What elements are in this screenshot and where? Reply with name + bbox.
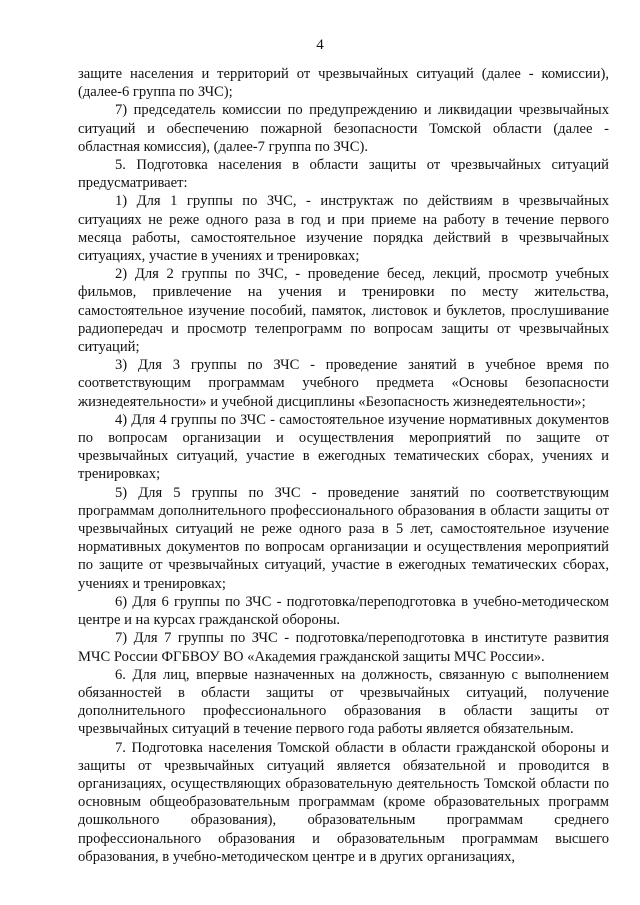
- paragraph-group-7: 7) Для 7 группы по ЗЧС - подготовка/переподготовка в институте развития МЧС России ФГБВОУ ВО «Академия гражданской защиты МЧС России».: [78, 630, 609, 665]
- paragraph-continuation: защите населения и территорий от чрезвычайных ситуаций (далее - комиссии), (далее-6 группа по ЗЧС);: [78, 66, 609, 101]
- page-number: 4: [316, 37, 324, 53]
- paragraph-group-6: 6) Для 6 группы по ЗЧС - подготовка/переподготовка в учебно-методическом центре и на курсах гражданской обороны.: [78, 593, 609, 629]
- paragraph-item-7-regional-commission: 7) председатель комиссии по предупреждению и ликвидации чрезвычайных ситуаций и обеспечению пожарной безопасности Томской области (далее - областная комиссия), (далее-7 группа по ЗЧС).: [78, 102, 609, 155]
- paragraph-section-5: 5. Подготовка населения в области защиты от чрезвычайных ситуаций предусматривает:: [78, 157, 609, 192]
- paragraph-group-1: 1) Для 1 группы по ЗЧС, - инструктаж по действиям в чрезвычайных ситуациях не реже одного раза в год и при приеме на работу в течение первого месяца работы, самостоятельное изучение порядка действий в чрезвычайных ситуациях, участие в учениях и тренировках;: [78, 193, 609, 265]
- paragraph-group-4: 4) Для 4 группы по ЗЧС - самостоятельное изучение нормативных документов по вопросам организации и осуществления мероприятий по защите от чрезвычайных ситуаций, участие в ежегодных тематических сборах, учениях и тренировках;: [78, 411, 609, 483]
- document-body: [78, 65, 609, 866]
- paragraph-section-6: 6. Для лиц, впервые назначенных на должность, связанную с выполнением обязанностей в области защиты от чрезвычайных ситуаций, получение дополнительного профессионального образования в области защиты от чрезвычайных ситуаций в течение первого года работы является обязательным.: [78, 666, 609, 738]
- paragraph-section-7: 7. Подготовка населения Томской области в области гражданской обороны и защиты от чрезвычайных ситуаций является обязательной и проводится в организациях, осуществляющих образовательную деятельность Томской области по основным общеобразовательным программам (кроме образовательных программ дошкольного образования), образовательным программам среднего профессионального образования и образовательным программам высшего образования, в учебно-методическом центре и в других организациях,: [78, 739, 609, 865]
- paragraph-group-2: 2) Для 2 группы по ЗЧС, - проведение бесед, лекций, просмотр учебных фильмов, привлечение на учения и тренировки по месту жительства, самостоятельное изучение пособий, памяток, листовок и буклетов, прослушивание радиопередач и просмотр телепрограмм по вопросам защиты от чрезвычайных ситуаций;: [78, 266, 609, 356]
- paragraph-group-5: 5) Для 5 группы по ЗЧС - проведение занятий по соответствующим программам дополнительного профессионального образования в области защиты от чрезвычайных ситуаций не реже одного раза в 5 лет, самостоятельное изучение нормативных документов по вопросам организации и осуществления мероприятий по защите от чрезвычайных ситуаций, участие в ежегодных тематических сборах, учениях и тренировках;: [78, 484, 609, 592]
- paragraph-group-3: 3) Для 3 группы по ЗЧС - проведение занятий в учебное время по соответствующим программам учебного предмета «Основы безопасности жизнедеятельности» и учебной дисциплины «Безопасность жизнедеятельности»;: [78, 357, 609, 410]
